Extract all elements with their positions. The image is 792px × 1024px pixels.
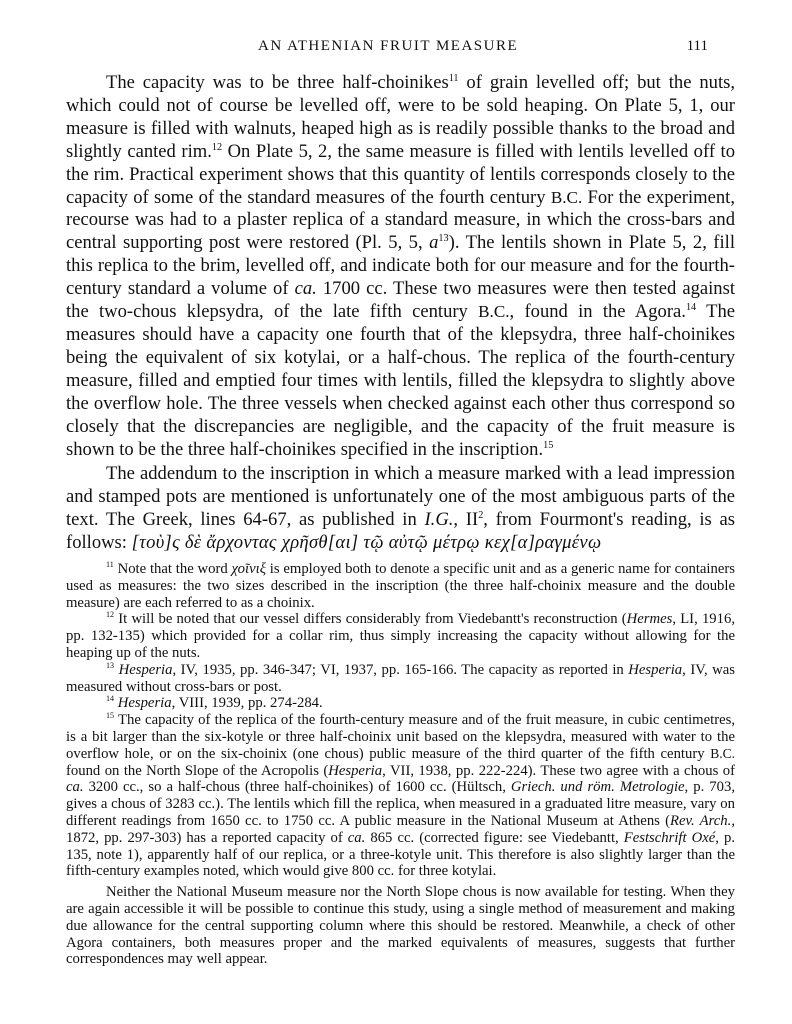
page-number: 111 — [686, 38, 708, 54]
text-run: , II — [453, 509, 479, 531]
text-run: ). The lentils shown in Plate 5, 2, fill this replica to the brim, levelled off, and indicate both for our measure and for the fourth-century standard a volume of — [66, 232, 735, 300]
footnote-13 — [66, 662, 735, 696]
text-run: , from Fourmont's reading, is as follows: — [66, 509, 736, 554]
text-run: found on the North Slope of the Acropolis ( — [66, 762, 329, 779]
circa-abbreviation: ca. — [347, 829, 366, 846]
text-run: The capacity of the replica of the fourth-century measure and of the fruit measure, in cubic centimetres, is a bit larger than the six-kotyle or three half-choinix unit based on the klepsydra, measured with water to the overflow hole, or on the six-choinix (one chous) public measure of the third quarter of the fifth century — [66, 712, 735, 762]
footnote-15-continuation: Neither the National Museum measure nor the North Slope chous is now available for testing. When they are again accessible it will be possible to continue this study, using a single method of measurement and making due allowance for the central supporting column where this should be restored. Meanwhile, a check of other Agora containers, both measures proper and the marked equivalents of measures, suggests that further correspondences may well appear. — [66, 884, 735, 968]
text-run: The capacity was to be three half-choinikes — [106, 72, 449, 93]
citation-title: I.G. — [424, 509, 454, 531]
footnote-14 — [66, 695, 735, 712]
paragraph-addendum — [66, 463, 735, 555]
footnote-number: 15 — [106, 711, 115, 721]
text-run: , p. 135, note 1), apparently half of our replica, or a three-kotyle unit. This therefore is also slightly larger than the fifth-century examples noted, which would give 800 cc. for three kotylai. — [66, 829, 735, 880]
text-run: is employed both to denote a specific unit and as a generic name for containers used as measures: the two sizes described in the inscription (the three half-choinix measure and the double measure) are each referred to as a choinix. — [66, 561, 735, 611]
paragraph-capacity — [66, 72, 735, 461]
text-run: It will be noted that our vessel differs considerably from Viedebantt's reconstruction ( — [114, 611, 627, 628]
text-run: , IV, was measured without cross-bars or post. — [66, 661, 735, 695]
text-run: The addendum to the inscription in which a measure marked with a lead impression and stamped pots are mentioned is unfortunately one of the most ambiguous parts of the text. The Greek, lines 64-67, as published in — [66, 463, 735, 531]
running-header — [108, 38, 708, 58]
citation-title: Hesperia — [118, 661, 173, 678]
citation-title: Hesperia — [117, 695, 172, 712]
text-run: of grain levelled off; but the nuts, which could not of course be levelled off, were to be sold heaping. On Plate 5, 1, our measure is filled with walnuts, heaped high as is readily possible thanks to the broad and slightly canted rim. — [66, 72, 735, 162]
text-run: 3200 cc., so a half-chous (three half-choinikes) of 1600 cc. (Hültsch, — [83, 779, 511, 796]
text-run: , LI, 1916, pp. 132-135) which provided for a collar rim, thus simply increasing the capacity without allowing for the heaping up of the nuts. — [66, 611, 735, 661]
circa-abbreviation: ca. — [294, 278, 317, 300]
text-run: Note that the word — [113, 561, 232, 577]
text-run: On Plate 5, 2, the same measure is filled with lentils levelled off to the rim. Practical experiment shows that this quantity of lentils corresponds closely to the capacity of some of the standard measures of the fourth century — [66, 140, 736, 208]
text-run: , found in the Agora. — [509, 301, 686, 323]
citation-title: Rev. Arch. — [670, 812, 732, 829]
text-run: 1700 cc. These two measures were then tested against the two-chous klepsydra, of the late fifth century — [66, 278, 735, 323]
text-run: The measures should have a capacity one fourth that of the klepsydra, three half-choinikes being the equivalent of six kotylai, or a half-chous. The replica of the fourth-century measure, filled and emptied four times with lentils, filled the klepsydra to slightly above the overflow hole. The three vessels when checked against each other thus correspond so closely that the discrepancies are negligible, and the capacity of the fruit measure is shown to be the three half-choinikes specified in the inscription. — [66, 301, 736, 460]
footnote-12 — [66, 611, 735, 661]
footnote-ref-13: 13 — [438, 233, 449, 245]
text-run: , p. 703, gives a chous of 3283 cc.). The lentils which fill the replica, when measured in a graduated litre measure, vary on different readings from 1650 cc. to 1750 cc. A public measure in the National Museum at Athens ( — [66, 779, 735, 829]
text-run: , VIII, 1939, pp. 274-284. — [171, 695, 323, 712]
text-run: For the experiment, recourse was had to a plaster replica of a standard measure, in which the cross-bars and central supporting post were restored (Pl. 5, 5, — [66, 186, 735, 254]
footnote-ref-12: 12 — [211, 141, 223, 153]
citation-title: Hermes — [626, 611, 673, 628]
footnote-15 — [66, 712, 735, 880]
text-run: 865 cc. (corrected figure: see Viedebantt, — [365, 829, 624, 846]
footnote-number: 13 — [106, 660, 115, 670]
citation-title: Hesperia — [328, 762, 383, 779]
footnote-ref-14: 14 — [685, 301, 697, 313]
footnote-number: 12 — [106, 610, 115, 620]
circa-abbreviation: ca. — [66, 779, 84, 796]
greek-word: χοῖνιξ — [231, 561, 266, 577]
citation-title: Hesperia — [628, 661, 683, 678]
footnotes — [66, 561, 735, 968]
edition-superscript: 2 — [478, 510, 484, 522]
footnote-ref-11: 11 — [448, 72, 459, 84]
era-abbreviation: B.C. — [550, 187, 583, 207]
plate-letter: a — [429, 232, 439, 254]
footnote-number: 11 — [106, 560, 114, 570]
text-run: , VII, 1938, pp. 222-224). These two agree with a chous of — [382, 762, 735, 779]
text-run: , 1872, pp. 297-303) has a reported capacity of — [66, 812, 735, 846]
footnote-11 — [66, 561, 735, 611]
era-abbreviation: B.C. — [478, 302, 510, 322]
text-run: , IV, 1935, pp. 346-347; VI, 1937, pp. 165-166. The capacity as reported in — [172, 661, 629, 678]
era-abbreviation: B.C. — [710, 745, 735, 761]
footnote-ref-15: 15 — [543, 439, 554, 451]
footnote-number: 14 — [106, 694, 115, 704]
greek-quotation: [τοὺ]ς δὲ ἄρχοντας χρῆσθ[αι] τῷ αὐτῷ μέτρῳ κεχ[α]ραγμένῳ — [131, 532, 602, 554]
citation-title: Festschrift Oxé — [623, 829, 716, 846]
main-text — [66, 72, 735, 555]
citation-title: Griech. und röm. Metrologie — [510, 779, 685, 796]
running-title: AN ATHENIAN FRUIT MEASURE — [258, 38, 519, 54]
